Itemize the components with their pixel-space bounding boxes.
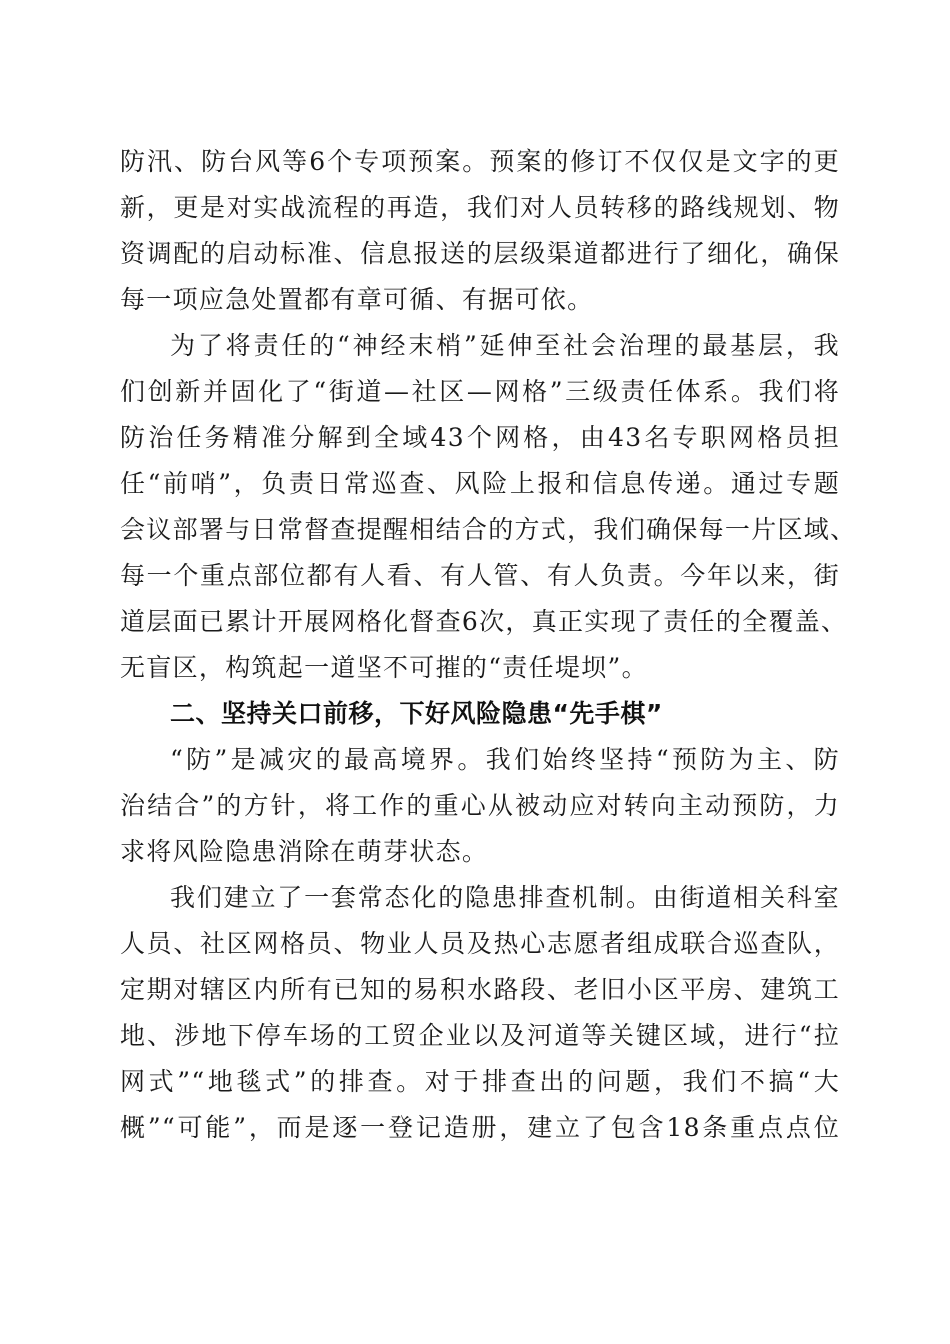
text-line: 定期对辖区内所有已知的易积水路段、老旧小区平房、建筑工 [120,975,840,1004]
text-line: 概”“可能”，而是逐一登记造册，建立了包含18条重点点位 [120,1113,840,1142]
paragraph-prevention [120,737,840,875]
paragraph-hazard-inspection [120,875,840,1151]
document-body [120,139,857,1151]
paragraph-emergency-plans [120,139,840,323]
text-line: 求将风险隐患消除在萌芽状态。 [120,837,489,866]
text-line: 任“前哨”，负责日常巡查、风险上报和信息传递。通过专题 [120,469,840,498]
text-line: 每一个重点部位都有人看、有人管、有人负责。今年以来，街 [120,561,840,590]
text-line: 地、涉地下停车场的工贸企业以及河道等关键区域，进行“拉 [120,1021,840,1050]
text-line: 人员、社区网格员、物业人员及热心志愿者组成联合巡查队， [120,929,840,958]
text-line: 每一项应急处置都有章可循、有据可依。 [120,285,594,314]
text-line: 为了将责任的“神经末梢”延伸至社会治理的最基层，我 [170,331,840,360]
text-line: 我们建立了一套常态化的隐患排查机制。由街道相关科室 [170,883,840,912]
text-line: “防”是减灾的最高境界。我们始终坚持“预防为主、防 [170,745,840,774]
text-line: 道层面已累计开展网格化督查6次，真正实现了责任的全覆盖、 [120,607,848,636]
text-line: 无盲区，构筑起一道坚不可摧的“责任堤坝”。 [120,653,648,682]
text-line: 防汛、防台风等6个专项预案。预案的修订不仅仅是文字的更 [120,147,840,176]
text-line: 防治任务精准分解到全域43个网格，由43名专职网格员担 [120,423,840,452]
text-line: 治结合”的方针，将工作的重心从被动应对转向主动预防，力 [120,791,840,820]
section-heading: 二、坚持关口前移，下好风险隐患“先手棋” [170,699,663,728]
text-line: 资调配的启动标准、信息报送的层级渠道都进行了细化，确保 [120,239,840,268]
paragraph-responsibility-system [120,323,857,691]
text-line: 网式”“地毯式”的排查。对于排查出的问题，我们不搞“大 [120,1067,840,1096]
text-line: 们创新并固化了“街道—社区—网格”三级责任体系。我们将 [120,377,840,406]
text-line: 会议部署与日常督查提醒相结合的方式，我们确保每一片区域、 [120,515,857,544]
text-line: 新，更是对实战流程的再造，我们对人员转移的路线规划、物 [120,193,840,222]
